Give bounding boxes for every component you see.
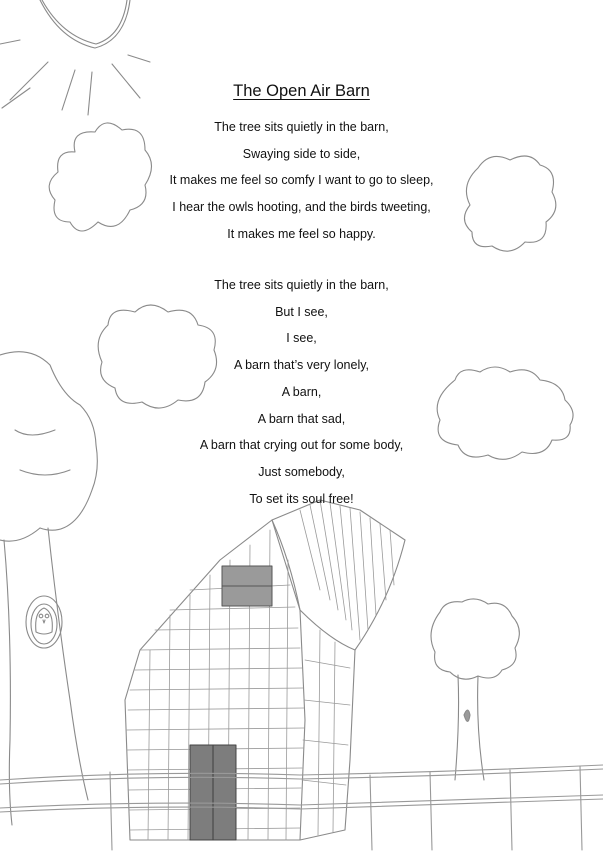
small-tree-sketch [431,599,519,780]
stanza-1 [0,114,603,248]
poem-line: The tree sits quietly in the barn, [214,120,389,134]
poem-line: Swaying side to side, [242,146,361,161]
poem-line: A barn that crying out for some body, [199,438,404,453]
poem-line: The tree sits quietly in the barn, [214,278,389,292]
poem-line: A barn that’s very lonely, [233,358,370,373]
poem-line: It makes me feel so happy. [227,226,376,241]
poem-line: A barn, [281,384,322,399]
poem-line: A barn that sad, [257,411,346,426]
poem-line: To set its soul free! [249,491,354,506]
poem-line: Just somebody, [258,464,345,479]
poem-line: I hear the owls hooting, and the birds tweeting, [172,200,431,215]
owl-sketch [36,608,53,634]
poem-line: I see, [286,331,317,346]
stanza-2 [0,272,603,512]
poem-line: It makes me feel so comfy I want to go to sleep, [169,173,434,188]
barn-sketch [125,500,405,840]
poem-line: But I see, [275,304,328,319]
poem-title: The Open Air Barn [233,82,370,100]
